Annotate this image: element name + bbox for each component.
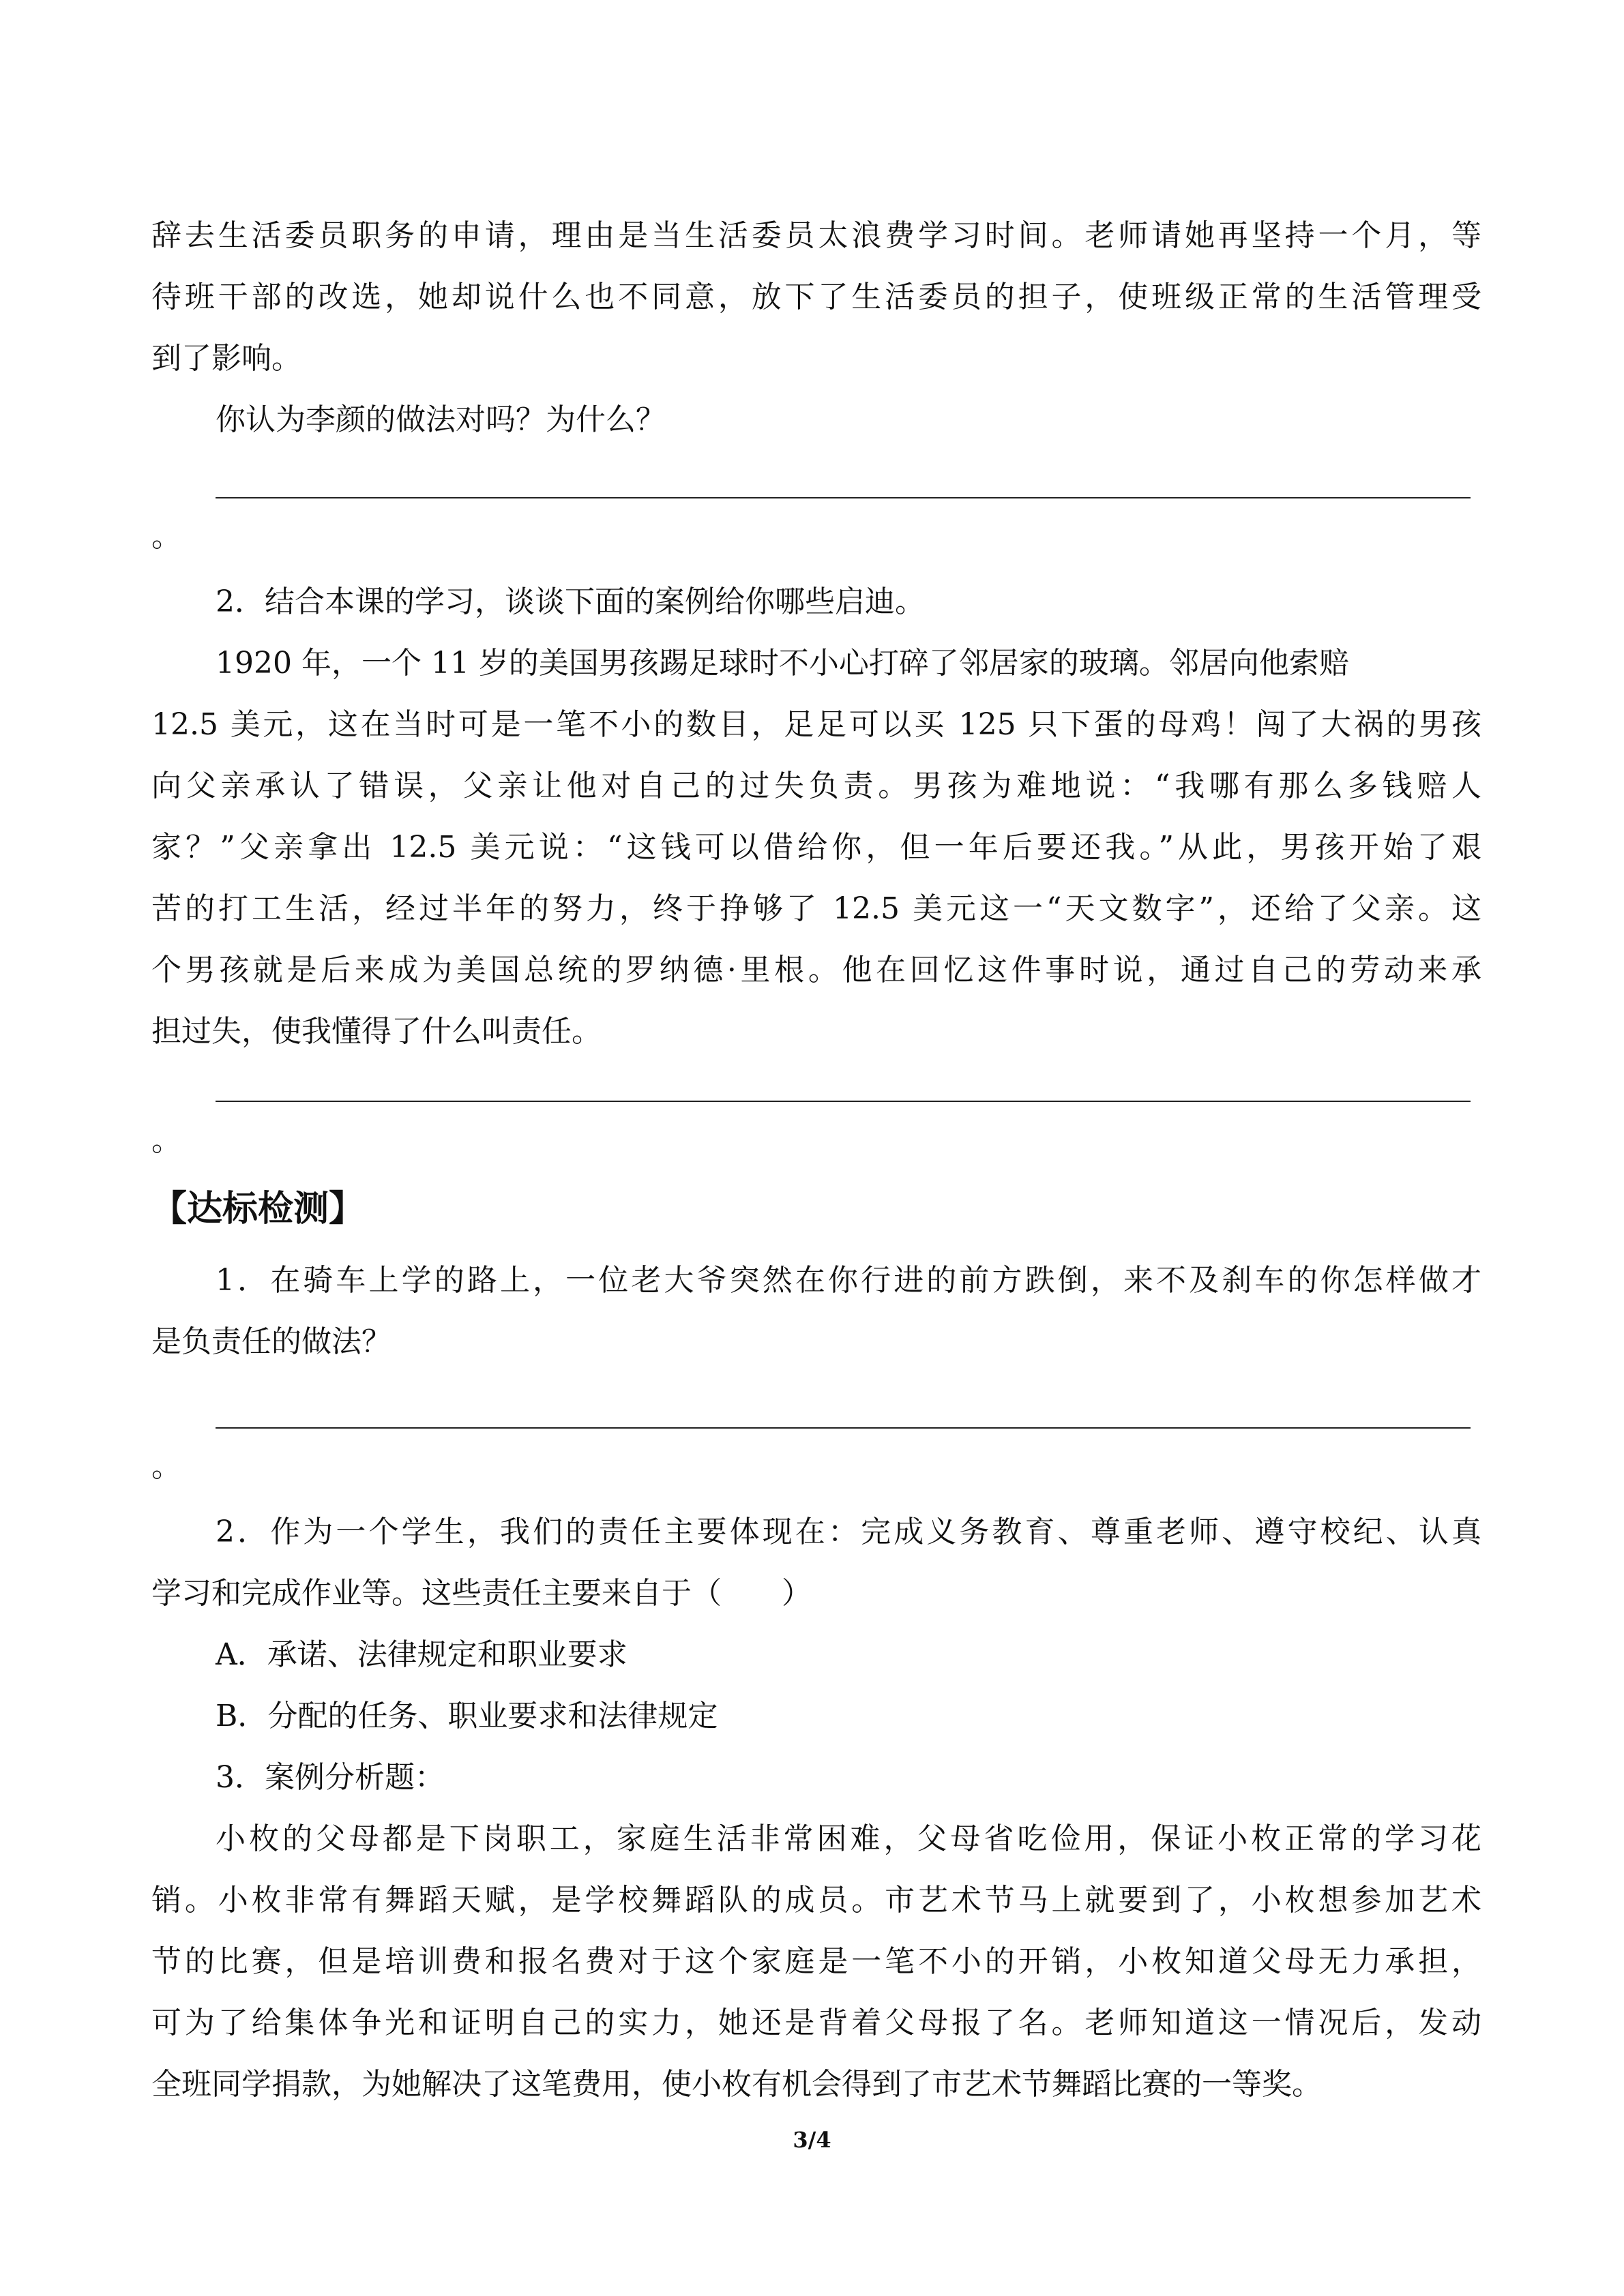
- check-q3-line: 可为了给集体争光和证明自己的实力，她还是背着父母报了名。老师知道这一情况后，发动: [151, 2006, 1481, 2040]
- check-q3-title: 3．案例分析题：: [216, 1760, 445, 1795]
- section-heading: 【达标检测】: [151, 1189, 365, 1229]
- answer-line[interactable]: [216, 1427, 1471, 1429]
- check-q2-line: 学习和完成作业等。这些责任主要来自于（ ）: [151, 1576, 812, 1611]
- answer-line[interactable]: [216, 1101, 1471, 1102]
- answer-end-mark: 。: [151, 519, 181, 554]
- check-q3-line: 小枚的父母都是下岗职工，家庭生活非常困难，父母省吃俭用，保证小枚正常的学习花: [216, 1821, 1481, 1856]
- case-line: 苦的打工生活，经过半年的努力，终于挣够了 12.5 美元这一“天文数字”，还给了父亲。这: [151, 891, 1481, 926]
- check-q3-line: 销。小枚非常有舞蹈天赋，是学校舞蹈队的成员。市艺术节马上就要到了，小枚想参加艺术: [151, 1883, 1481, 1918]
- answer-end-mark: 。: [151, 1449, 181, 1484]
- case-line: 担过失，使我懂得了什么叫责任。: [151, 1014, 602, 1049]
- q2-prompt: 2．结合本课的学习，谈谈下面的案例给你哪些启迪。: [216, 584, 925, 619]
- case-line: 12.5 美元，这在当时可是一笔不小的数目，足足可以买 125 只下蛋的母鸡！闯了大祸的男孩: [151, 707, 1481, 742]
- page-number: 3/4: [793, 2127, 831, 2153]
- check-q3-line: 节的比赛，但是培训费和报名费对于这个家庭是一笔不小的开销，小枚知道父母无力承担，: [151, 1944, 1481, 1979]
- paragraph-line: 到了影响。: [151, 341, 301, 376]
- question-text: 你认为李颜的做法对吗？为什么？: [216, 402, 666, 437]
- case-line: 1920 年，一个 11 岁的美国男孩踢足球时不小心打碎了邻居家的玻璃。邻居向他索赔: [216, 646, 1349, 681]
- check-q1-line: 是负责任的做法？: [151, 1324, 392, 1359]
- answer-line[interactable]: [216, 497, 1471, 498]
- check-q2-line: 2．作为一个学生，我们的责任主要体现在：完成义务教育、尊重老师、遵守校纪、认真: [216, 1515, 1481, 1549]
- case-line: 向父亲承认了错误，父亲让他对自己的过失负责。男孩为难地说：“我哪有那么多钱赔人: [151, 769, 1481, 803]
- check-q1-line: 1．在骑车上学的路上，一位老大爷突然在你行进的前方跌倒，来不及刹车的你怎样做才: [216, 1263, 1481, 1298]
- case-line: 个男孩就是后来成为美国总统的罗纳德·里根。他在回忆这件事时说，通过自己的劳动来承: [151, 953, 1481, 987]
- case-line: 家？”父亲拿出 12.5 美元说：“这钱可以借给你，但一年后要还我。”从此，男孩开始了艰: [151, 830, 1481, 865]
- option-b: B．分配的任务、职业要求和法律规定: [216, 1699, 718, 1733]
- paragraph-line: 辞去生活委员职务的申请，理由是当生活委员太浪费学习时间。老师请她再坚持一个月，等: [151, 218, 1481, 253]
- paragraph-line: 待班干部的改选，她却说什么也不同意，放下了生活委员的担子，使班级正常的生活管理受: [151, 280, 1481, 314]
- answer-end-mark: 。: [151, 1123, 181, 1158]
- check-q3-line: 全班同学捐款，为她解决了这笔费用，使小枚有机会得到了市艺术节舞蹈比赛的一等奖。: [151, 2067, 1322, 2102]
- option-a: A．承诺、法律规定和职业要求: [216, 1637, 628, 1672]
